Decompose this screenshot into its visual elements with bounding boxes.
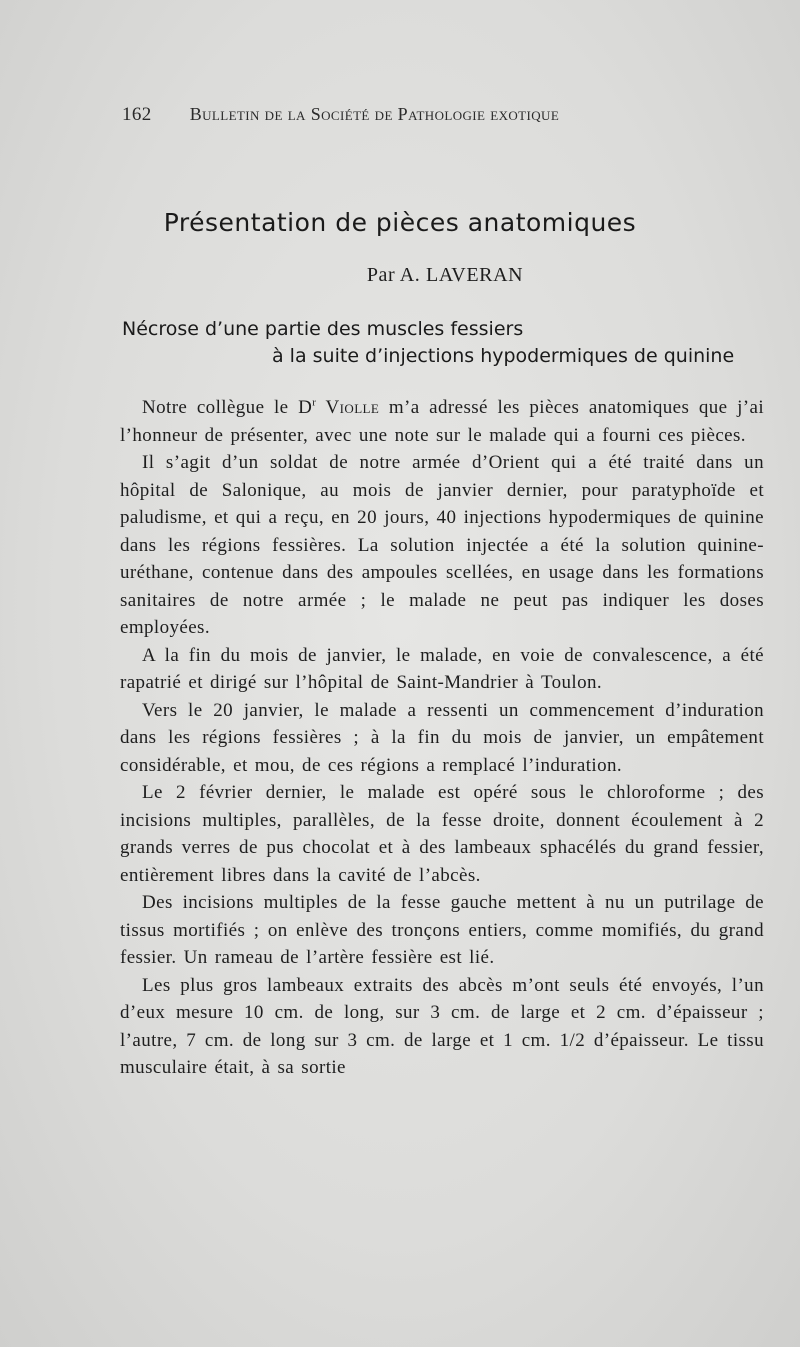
paragraph-6: Des incisions multiples de la fesse gauche mettent à nu un putrilage de tissus mortifiés ; on enlève des tronçons entiers, comme momifiés, du grand fessier. Un rameau de l’artère fessière est lié. <box>120 892 764 968</box>
page-number: 162 <box>122 104 152 125</box>
paragraph-7: Les plus gros lambeaux extraits des abcès m’ont seuls été envoyés, l’un d’eux mesure 10 cm. de long, sur 3 cm. de large et 2 cm. d’épaisseur ; l’autre, 7 cm. de long sur 3 cm. de large et 1 cm. 1/2 d’épaisseur. Le tissu musculaire était, à sa sortie <box>120 974 764 1078</box>
article-subtitle-line1: Nécrose d’une partie des muscles fessiers <box>122 318 524 340</box>
article-subtitle-line2: à la suite d’injections hypodermiques de quinine <box>272 345 735 367</box>
journal-title: Bulletin de la Société de Pathologie exotique <box>189 104 560 124</box>
paragraph-4: Vers le 20 janvier, le malade a ressenti un commencement d’induration dans les régions fessières ; à la fin du mois de janvier, un empâtement considérable, et mou, de ces régions a remplacé l’induration. <box>120 699 764 776</box>
paragraph-3: A la fin du mois de janvier, le malade, en voie de convalescence, a été rapatrié et dirigé sur l’hôpital de Saint-Mandrier à Toulon. <box>120 644 764 693</box>
author-byline: Par A. LAVERAN <box>366 264 524 286</box>
doctor-superscript: r <box>312 396 317 409</box>
paragraph-5: Le 2 février dernier, le malade est opéré sous le chloroforme ; des incisions multiples, parallèles, de la fesse droite, donnent écoulement à 2 grands verres de pus chocolat et à des lambeaux sphacélés du grand fessier, entièrement libres dans la cavité de l’abcès. <box>120 782 764 886</box>
paragraph-2: Il s’agit d’un soldat de notre armée d’Orient qui a été traité dans un hôpital de Salonique, au mois de janvier dernier, pour paratyphoïde et paludisme, et qui a reçu, en 20 jours, 40 injections hypodermiques de quinine dans les régions fessières. La solution injectée a été la solution quinine-uréthane, contenue dans des ampoules scellées, en usage dans les formations sanitaires de notre armée ; le malade ne peut pas indiquer les doses employées. <box>120 452 764 638</box>
article-title: Présentation de pièces anatomiques <box>163 208 637 237</box>
paragraph-1-start: Notre collègue le D <box>142 397 313 418</box>
doctor-name: Violle <box>316 397 380 418</box>
paragraph-1 <box>120 394 764 449</box>
running-head <box>122 104 682 126</box>
article-body <box>120 394 764 1082</box>
paragraph-1-end: m’a adressé les pièces anatomiques que j’ai l’honneur de présenter, avec une note sur le malade qui a fourni ces pièces. <box>120 397 764 446</box>
